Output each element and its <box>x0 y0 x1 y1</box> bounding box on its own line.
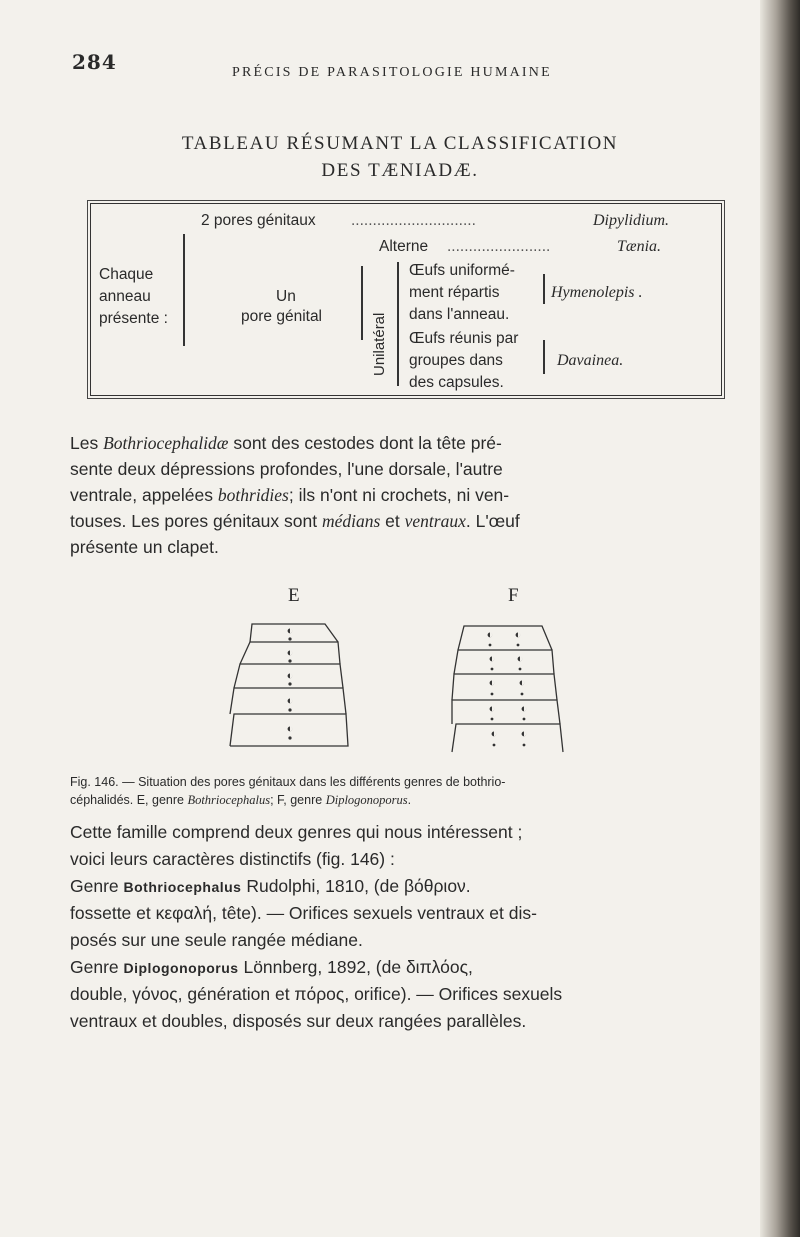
caption-text: ; F, genre <box>270 793 326 807</box>
pore-e-4: ◐ <box>286 695 294 707</box>
page-binding-edge <box>760 0 800 1237</box>
p1-text: ; ils n'ont ni crochets, ni ven- <box>288 485 510 505</box>
root-label-1: Chaque <box>99 266 154 283</box>
pore-f-4b: ◐ <box>520 703 528 715</box>
pore-f-4a: ◐ <box>488 703 496 715</box>
figure-label-e: E <box>288 585 300 606</box>
single-pore-label-2: pore génital <box>241 308 323 325</box>
segment-e-1 <box>250 624 338 642</box>
pore-f-2a: ◐ <box>488 653 496 665</box>
p1-text: . L'œuf <box>465 511 520 531</box>
segment-f-2 <box>454 650 554 674</box>
pore-f-5b: ◐ <box>520 728 528 740</box>
pore-e-1: ◐ <box>286 625 294 637</box>
paragraph-bothriocephalidae <box>70 430 730 560</box>
p2-line8: ventraux et doubles, disposés sur deux rangées parallèles. <box>70 1011 527 1031</box>
caption-genus-e: Bothriocephalus <box>187 793 271 807</box>
table-title-line1: TABLEAU RÉSUMANT LA CLASSIFICATION <box>181 133 619 154</box>
pore-f-5a: ◐ <box>490 728 498 740</box>
caption-text: céphalidés. E, genre <box>70 793 188 807</box>
table-title-line2: DES TÆNIADÆ. <box>321 160 479 181</box>
p2-line3 <box>70 876 471 897</box>
pore-dot-e-1 <box>288 637 291 640</box>
p2-text: Lönnberg, 1892, (de διπλόος, <box>238 957 473 977</box>
figure-146-drawing <box>220 620 600 760</box>
uniform-brace <box>543 274 545 304</box>
caption-line1: Fig. 146. — Situation des pores génitaux dans les différents genres de bothrio- <box>70 775 506 789</box>
pore-dot-f-3a <box>491 693 494 696</box>
family-name: Bothriocephalidæ <box>103 433 229 453</box>
grouped-brace <box>543 340 545 374</box>
p2-line6 <box>70 957 473 978</box>
pore-e-3: ◐ <box>286 670 294 682</box>
root-brace <box>183 234 185 346</box>
eggs-grouped-1: Œufs réunis par <box>409 330 519 347</box>
genus-davainea: Davainea. <box>557 352 624 369</box>
eggs-uniform-1: Œufs uniformé- <box>409 262 515 279</box>
segment-f-4 <box>452 700 560 724</box>
leader-dots-2: ........................ <box>447 238 551 255</box>
figure-label-f: F <box>508 585 519 606</box>
pore-dot-f-3b <box>521 693 524 696</box>
running-head: PRÉCIS DE PARASITOLOGIE HUMAINE <box>232 65 552 80</box>
segment-f-3 <box>452 674 557 700</box>
root-label-2: anneau <box>99 288 151 305</box>
pore-f-1b: ◐ <box>514 629 522 641</box>
classification-table <box>90 203 722 396</box>
eggs-uniform-3: dans l'anneau. <box>409 306 510 323</box>
figure-caption <box>70 773 730 809</box>
caption-genus-f: Diplogonoporus <box>325 793 408 807</box>
p2-text: Rudolphi, 1810, (de βόθριον. <box>241 876 471 896</box>
genus-dipylidium: Dipylidium. <box>593 212 669 229</box>
p2-line4: fossette et κεφαλή, tête). — Orifices sexuels ventraux et dis- <box>70 903 537 923</box>
p1-text: ventrale, appelées <box>70 485 218 505</box>
caption-line2 <box>70 791 730 809</box>
segment-f-1 <box>458 626 552 650</box>
genus-heading-bothriocephalus: Bothriocephalus <box>123 879 242 895</box>
unilateral-brace <box>397 262 399 386</box>
pore-e-2: ◐ <box>286 647 294 659</box>
diplogonoporus-segments <box>452 626 563 752</box>
root-label-3: présente : <box>99 310 168 327</box>
pore-dot-f-4a <box>491 718 494 721</box>
pore-dot-f-5b <box>523 744 526 747</box>
single-pore-label-1: Un <box>276 288 296 305</box>
p2-text: Genre <box>70 876 124 896</box>
alterne-label: Alterne <box>379 238 429 255</box>
genus-hymenolepis: Hymenolepis . <box>551 284 643 301</box>
eggs-uniform-2: ment répartis <box>409 284 500 301</box>
page-number: 284 <box>72 50 117 74</box>
pore-dot-f-2a <box>491 668 494 671</box>
genus-heading-diplogonoporus: Diplogonoporus <box>123 960 239 976</box>
term-medians: médians <box>321 511 381 531</box>
pore-f-3b: ◐ <box>518 677 526 689</box>
p1-line2: sente deux dépressions profondes, l'une dorsale, l'autre <box>70 459 503 479</box>
single-pore-brace <box>361 266 363 340</box>
segment-f-5 <box>452 724 563 752</box>
eggs-grouped-3: des capsules. <box>409 374 504 391</box>
caption-text: . <box>407 793 412 807</box>
pore-f-3a: ◐ <box>488 677 496 689</box>
p1-text: et <box>380 511 405 531</box>
pore-dot-e-4 <box>288 708 291 711</box>
pore-dot-e-5 <box>288 736 291 739</box>
pore-e-5: ◐ <box>286 723 294 735</box>
p2-line7: double, γόνος, génération et πόρος, orifice). — Orifices sexuels <box>70 984 563 1004</box>
p2-line2: voici leurs caractères distinctifs (fig. 146) : <box>70 849 395 869</box>
p1-text: Les <box>70 433 104 453</box>
p1-line4 <box>70 508 730 534</box>
p1-text: sont des cestodes dont la tête pré- <box>228 433 502 453</box>
p1-line1 <box>70 430 730 456</box>
p1-text: touses. Les pores génitaux sont <box>70 511 322 531</box>
pore-dot-f-1a <box>489 644 492 647</box>
pore-dot-f-1b <box>517 644 520 647</box>
p2-line1: Cette famille comprend deux genres qui nous intéressent ; <box>70 822 523 842</box>
diplogonoporus-pores <box>487 629 528 746</box>
pore-dot-e-3 <box>288 682 291 685</box>
pore-f-2b: ◐ <box>516 653 524 665</box>
genus-taenia: Tænia. <box>617 238 662 255</box>
leader-dots: ............................. <box>351 212 476 229</box>
unilateral-label: Unilatéral <box>371 312 388 376</box>
p1-line3 <box>70 482 730 508</box>
pore-f-1a: ◐ <box>486 629 494 641</box>
pore-dot-f-4b <box>523 718 526 721</box>
term-ventraux: ventraux <box>404 511 466 531</box>
p2-line5: posés sur une seule rangée médiane. <box>70 930 363 950</box>
term-bothridies: bothridies <box>217 485 289 505</box>
p2-text: Genre <box>70 957 124 977</box>
pore-dot-f-5a <box>493 744 496 747</box>
two-pores-label: 2 pores génitaux <box>201 212 316 229</box>
pore-dot-e-2 <box>288 659 291 662</box>
p1-line5: présente un clapet. <box>70 537 219 557</box>
eggs-grouped-2: groupes dans <box>409 352 503 369</box>
pore-dot-f-2b <box>519 668 522 671</box>
